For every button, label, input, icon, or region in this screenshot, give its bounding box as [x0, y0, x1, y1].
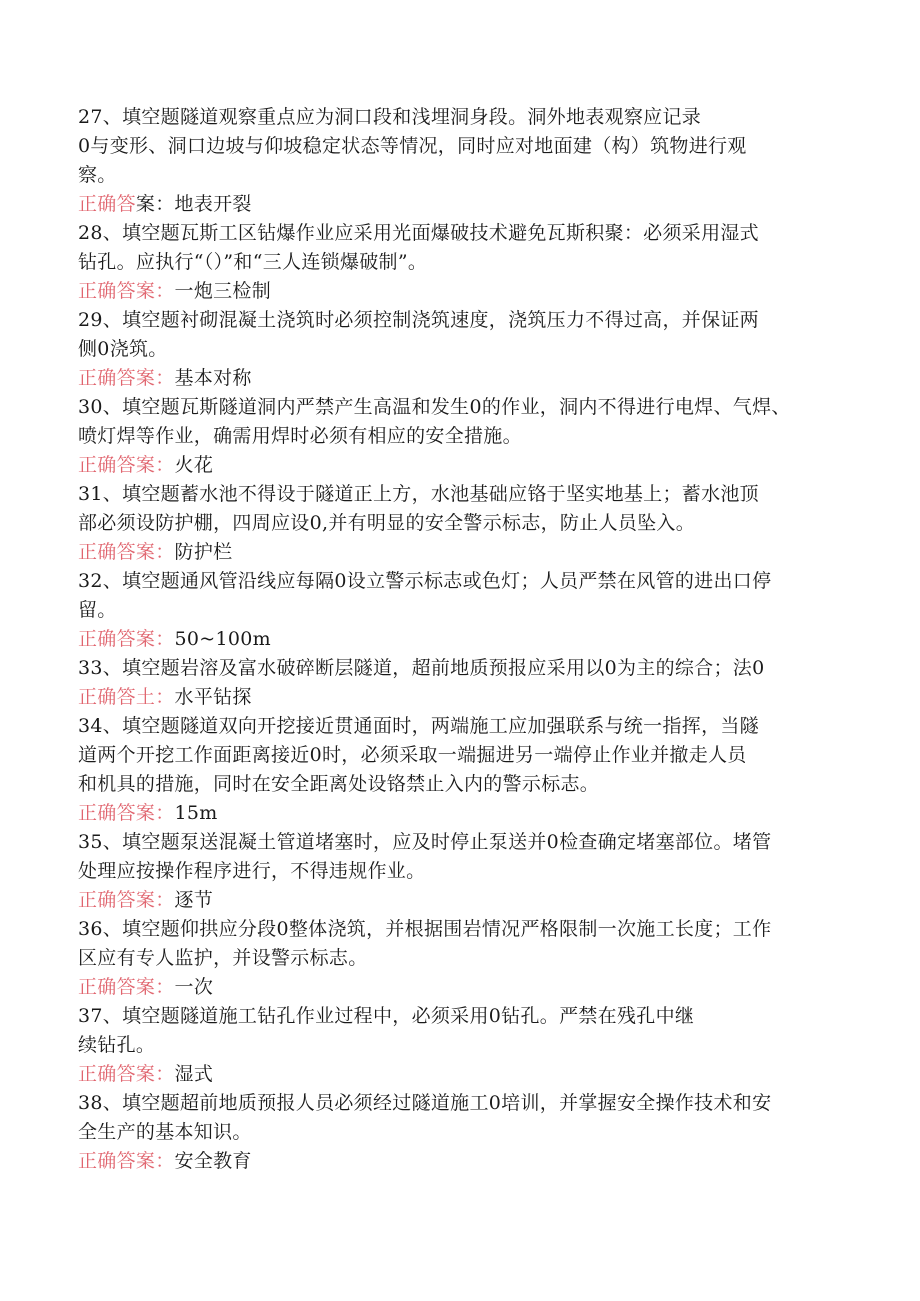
answer-label: 正确答案： — [78, 280, 175, 302]
answer-label: 正确答案： — [78, 1063, 175, 1085]
question-text-line: 33、填空题岩溶及富水破碎断层隧道，超前地质预报应采用以0为主的综合；法0 — [78, 657, 765, 679]
question-text-line: 道两个开挖工作面距离接近0时，必须采取一端掘进另一端停止作业并撤走人员 — [78, 744, 747, 766]
answer-label: 正确答案： — [78, 1150, 175, 1172]
question-text-line: 38、填空题超前地质预报人员必须经过隧道施工0培训，并掌握安全操作技术和安 — [78, 1092, 772, 1114]
answer-row — [78, 625, 838, 654]
answer-label: 正确答土： — [78, 686, 175, 708]
question-text-line: 钻孔。应执行“（）”和“三人连锁爆破制”。 — [78, 251, 428, 273]
question-34 — [78, 712, 838, 828]
answer-row — [78, 1060, 838, 1089]
question-text-line: 全生产的基本知识。 — [78, 1121, 252, 1143]
answer-row — [78, 1147, 838, 1176]
answer-value: 火花 — [174, 454, 214, 476]
question-text-line: 0与变形、洞口边坡与仰坡稳定状态等情况，同时应对地面建（构）筑物进行观 — [78, 135, 747, 157]
question-text-line: 和机具的措施，同时在安全距离处设铬禁止入内的警示标志。 — [78, 773, 600, 795]
answer-row — [78, 451, 838, 480]
answer-label: 正确答案： — [78, 976, 175, 998]
answer-label: 正确答案： — [78, 541, 175, 563]
question-text-line: 部必须设防护棚，四周应设0,并有明显的安全警示标志，防止人员坠入。 — [78, 512, 696, 534]
answer-label: 正确答案： — [78, 628, 175, 650]
answer-value: 地表开裂 — [174, 193, 252, 215]
question-38 — [78, 1089, 838, 1176]
question-36 — [78, 915, 838, 1002]
question-text-line: 35、填空题泵送混凝土管道堵塞时，应及时停止泵送并0检查确定堵塞部位。堵管 — [78, 831, 772, 853]
question-text-line: 留。 — [78, 599, 117, 621]
answer-row — [78, 973, 838, 1002]
question-text-line: 侧0浇筑。 — [78, 338, 168, 360]
answer-row — [78, 277, 838, 306]
question-28 — [78, 219, 838, 306]
document-page — [78, 103, 838, 1176]
question-text-line: 处理应按操作程序进行，不得违规作业。 — [78, 860, 426, 882]
question-text-line: 察。 — [78, 164, 117, 186]
answer-value: 一炮三检制 — [174, 280, 272, 302]
answer-label: 正确答案： — [78, 889, 175, 911]
answer-label: 正确答案： — [78, 454, 175, 476]
answer-value: 防护栏 — [174, 541, 233, 563]
question-text-line: 28、填空题瓦斯工区钻爆作业应采用光面爆破技术避免瓦斯积聚：必须采用湿式 — [78, 222, 759, 244]
answer-label: 正确答案： — [78, 367, 175, 389]
answer-row — [78, 799, 838, 828]
answer-value: 安全教育 — [174, 1150, 252, 1172]
answer-row — [78, 538, 838, 567]
answer-value: 15m — [174, 802, 218, 824]
question-text-line: 29、填空题衬砌混凝土浇筑时必须控制浇筑速度，浇筑压力不得过高，并保证两 — [78, 309, 759, 331]
answer-row — [78, 364, 838, 393]
answer-value: 50~100m — [174, 628, 271, 650]
question-text-line: 36、填空题仰拱应分段0整体浇筑，并根据围岩情况严格限制一次施工长度；工作 — [78, 918, 772, 940]
question-text-line: 30、填空题瓦斯隧道洞内严禁产生高温和发生0的作业，洞内不得进行电焊、气焊、 — [78, 396, 791, 418]
question-30 — [78, 393, 838, 480]
answer-value: 一次 — [174, 976, 214, 998]
answer-value: 水平钻探 — [174, 686, 252, 708]
answer-label-plain: 案： — [135, 193, 175, 215]
answer-label: 正确答 — [78, 193, 136, 215]
question-27 — [78, 103, 838, 219]
question-32 — [78, 567, 838, 654]
question-text-line: 32、填空题通风管沿线应每隔0设立警示标志或色灯；人员严禁在风管的进出口停 — [78, 570, 772, 592]
question-29 — [78, 306, 838, 393]
question-31 — [78, 480, 838, 567]
answer-label: 正确答案： — [78, 802, 175, 824]
answer-row — [78, 190, 838, 219]
answer-row — [78, 886, 838, 915]
question-text-line: 34、填空题隧道双向开挖接近贯通面时，两端施工应加强联系与统一指挥，当隧 — [78, 715, 759, 737]
answer-value: 湿式 — [174, 1063, 214, 1085]
question-37 — [78, 1002, 838, 1089]
answer-value: 逐节 — [174, 889, 214, 911]
question-33 — [78, 654, 838, 712]
answer-value: 基本对称 — [174, 367, 252, 389]
question-text-line: 37、填空题隧道施工钻孔作业过程中，必须采用0钻孔。严禁在残孔中继 — [78, 1005, 695, 1027]
question-text-line: 喷灯焊等作业，确需用焊时必须有相应的安全措施。 — [78, 425, 522, 447]
answer-row — [78, 683, 838, 712]
question-text-line: 区应有专人监护，并设警示标志。 — [78, 947, 368, 969]
question-text-line: 31、填空题蓄水池不得设于隧道正上方，水池基础应铬于坚实地基上；蓄水池顶 — [78, 483, 759, 505]
question-text-line: 27、填空题隧道观察重点应为洞口段和浅埋洞身段。洞外地表观察应记录 — [78, 106, 702, 128]
question-35 — [78, 828, 838, 915]
question-text-line: 续钻孔。 — [78, 1034, 156, 1056]
